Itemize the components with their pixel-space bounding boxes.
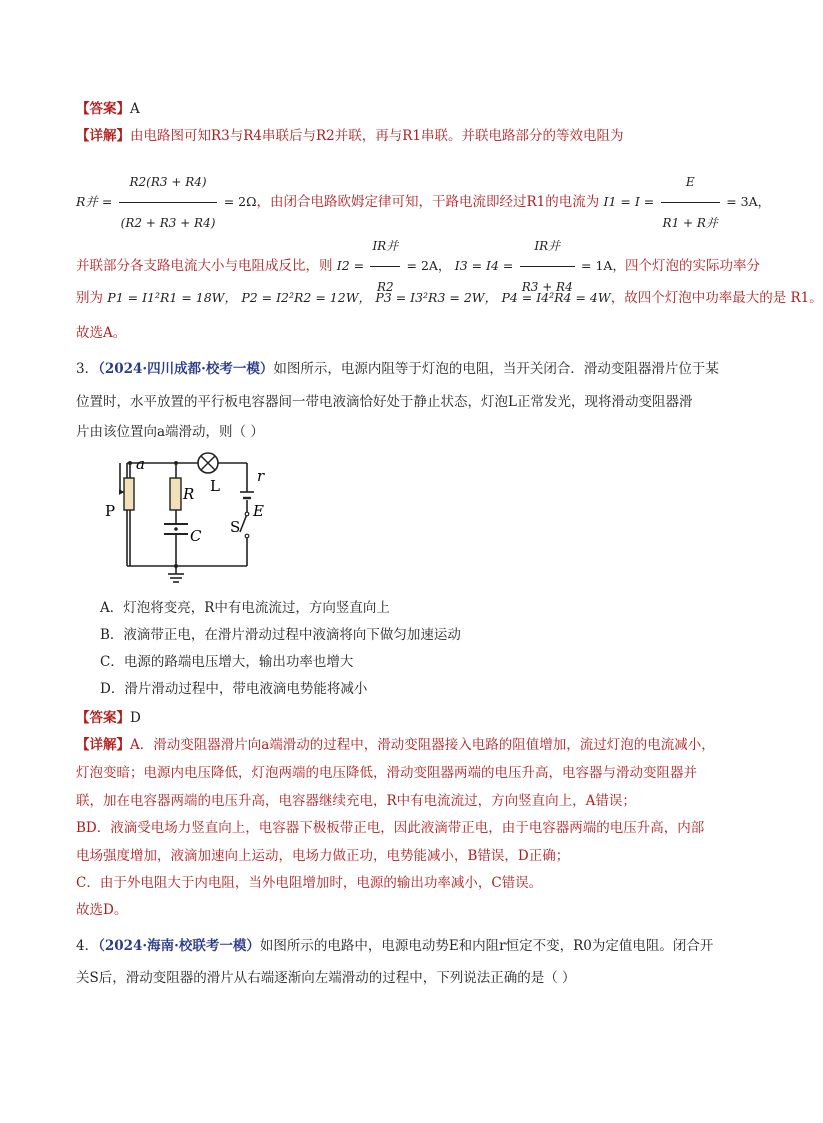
- q4-stem-line2: 关S后，滑动变阻器的滑片从右端逐渐向左端滑动的过程中，下列说法正确的是（ ）: [76, 970, 576, 986]
- answer-tag: 【答案】: [76, 710, 130, 726]
- req-numerator: R2(R3 + R4): [119, 162, 218, 203]
- q3-stem-line1: [76, 359, 754, 379]
- req-label: R并 =: [76, 194, 113, 209]
- i3-denominator: R3 + R4: [521, 280, 573, 294]
- label-C: C: [190, 527, 202, 545]
- i3-numerator: IR并: [520, 226, 575, 267]
- label-S: S: [230, 518, 241, 536]
- q4-stem-line1: [76, 936, 754, 956]
- p2-expr: P2 = I2²R2 = 12W，: [241, 290, 372, 305]
- resistor-icon: [170, 478, 181, 510]
- switch-contact: [245, 534, 249, 538]
- i1-label: I1 = I =: [603, 194, 655, 209]
- question-source: （2024·四川成都·校考一模）: [98, 361, 274, 377]
- q2-detail-line1: [76, 126, 754, 146]
- i2-numerator: IR并: [370, 226, 400, 267]
- p1-expr: P1 = I1²R1 = 18W，: [107, 290, 238, 305]
- q2-conclusion: 故选A。: [76, 325, 127, 341]
- circuit-diagram: [90, 448, 280, 592]
- question-text: 如图所示，电源内阻等于灯泡的电阻，当开关闭合．滑动变阻器滑片位于某: [273, 361, 719, 377]
- detail-text: ，故四个灯泡中功率最大的是 R1。: [610, 290, 823, 306]
- lamp-icon: [198, 453, 218, 473]
- detail-tag: 【详解】: [76, 737, 130, 753]
- question-source: （2024·海南·校联考一模）: [98, 938, 260, 954]
- i3-label: I3 = I4 =: [454, 258, 514, 273]
- q3-detail-line5: 电场强度增加，液滴加速向上运动，电场力做正功，电势能减小，B错误，D正确；: [76, 848, 570, 864]
- q2-detail-line3: [76, 226, 760, 294]
- i2-label: I2 =: [336, 258, 365, 273]
- q3-detail-line4: BD．液滴受电场力竖直向上，电容器下极板带正电，因此液滴带正电，由于电容器两端的电压升高，内部: [76, 820, 705, 836]
- answer-value: A: [130, 101, 140, 117]
- q3-answer-line: [76, 708, 754, 728]
- label-E: E: [253, 502, 264, 520]
- i1-value: = 3A，: [726, 194, 771, 209]
- question-text: 如图所示的电路中，电源电动势E和内阻r恒定不变，R0为定值电阻。闭合开: [259, 938, 714, 954]
- detail-text: ，由闭合电路欧姆定律可知，干路电流即经过R1的电流为: [256, 194, 600, 210]
- q3-detail-line3: 联，加在电容器两端的电压升高，电容器继续充电，R中有电流流过，方向竖直向上，A错误；: [76, 793, 636, 809]
- q3-detail-line1: [76, 735, 754, 755]
- req-denominator: (R2 + R3 + R4): [120, 216, 216, 230]
- detail-text: 别为: [76, 290, 103, 306]
- i2-value: = 2A，: [406, 258, 451, 273]
- detail-text: A．滑动变阻器滑片向a端滑动的过程中，滑动变阻器接入电路的阻值增加，流过灯泡的电流减小，: [130, 737, 715, 753]
- p4-expr: P4 = I4²R4 = 4W: [501, 290, 611, 305]
- q3-detail-line6: C．由于外电阻大于内电阻，当外电阻增加时，电源的输出功率减小，C错误。: [76, 875, 543, 891]
- question-number: 3．: [76, 361, 99, 377]
- label-L: L: [210, 477, 220, 495]
- option-c: C．电源的路端电压增大，输出功率也增大: [100, 654, 354, 670]
- option-b: B．液滴带正电，在滑片滑动过程中液滴将向下做匀加速运动: [100, 627, 461, 643]
- option-d: D．滑片滑动过程中，带电液滴电势能将减小: [100, 681, 368, 697]
- i1-denominator: R1 + R并: [662, 216, 718, 230]
- i2-denominator: R2: [376, 280, 394, 294]
- detail-text: 四个灯泡的实际功率分: [624, 258, 760, 274]
- q3-stem-line3: 片由该位置向a端滑动，则（ ）: [76, 424, 264, 440]
- label-P: P: [105, 502, 116, 520]
- q2-detail-line4: [76, 288, 823, 308]
- droplet-icon: [174, 527, 178, 531]
- answer-tag: 【答案】: [76, 101, 130, 117]
- i1-numerator: E: [661, 162, 720, 203]
- question-number: 4．: [76, 938, 99, 954]
- label-R: R: [183, 485, 195, 503]
- q3-conclusion: 故选D。: [76, 902, 128, 918]
- detail-text: 由电路图可知R3与R4串联后与R2并联，再与R1串联。并联电路部分的等效电阻为: [130, 128, 624, 144]
- p3-expr: P3 = I3²R3 = 2W，: [375, 290, 498, 305]
- q2-answer-line: [76, 99, 754, 119]
- rheostat-icon: [124, 478, 134, 510]
- slider-arrow-icon: [119, 489, 124, 495]
- q3-detail-line2: 灯泡变暗；电源内电压降低，灯泡两端的电压降低，滑动变阻器两端的电压升高，电容器与滑动变阻器并: [76, 765, 697, 781]
- q2-detail-line2: [76, 162, 771, 230]
- label-r: r: [257, 467, 265, 485]
- label-a: a: [136, 455, 145, 473]
- switch-contact: [245, 512, 249, 516]
- detail-tag: 【详解】: [76, 128, 130, 144]
- detail-text: 并联部分各支路电流大小与电阻成反比，则: [76, 258, 333, 274]
- q3-stem-line2: 位置时，水平放置的平行板电容器间一带电液滴恰好处于静止状态，灯泡L正常发光，现将滑动变阻器滑: [76, 394, 693, 410]
- req-value: = 2Ω: [223, 194, 257, 209]
- i3-value: = 1A，: [581, 258, 625, 273]
- answer-value: D: [130, 710, 141, 726]
- option-a: A．灯泡将变亮，R中有电流流过，方向竖直向上: [100, 600, 390, 616]
